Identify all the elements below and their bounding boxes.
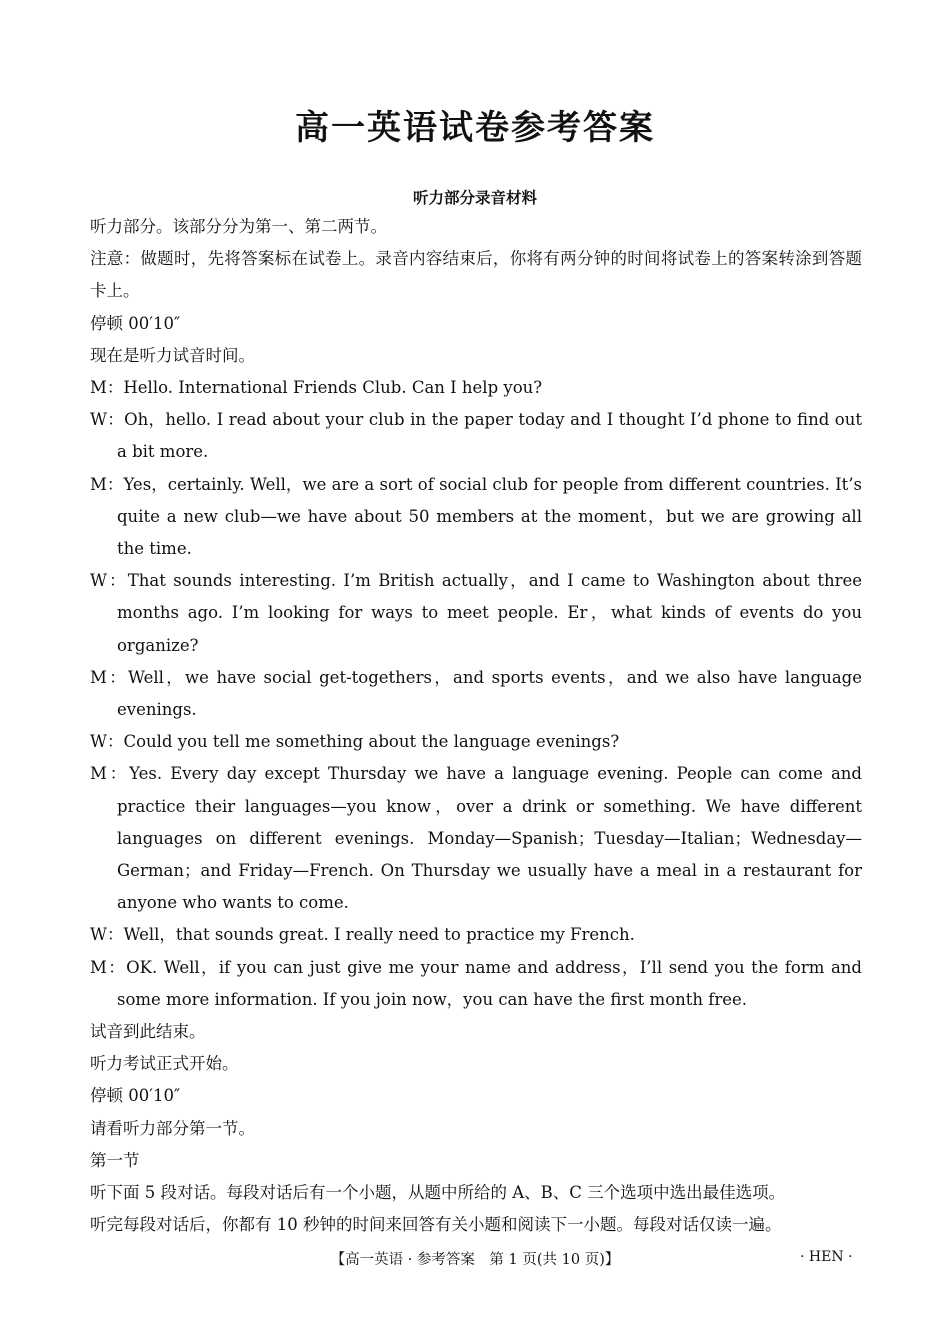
dialogue-line: M：Well，we have social get-togethers，and sports events，and we also have language evenings.	[90, 667, 862, 720]
paragraph-trial-end: 试音到此结束。	[90, 1022, 206, 1042]
dialogue-line: M：Yes. Every day except Thursday we have a language evening. People can come and practice their languages—you know，over a drink or something. We have different languages on different evenings. Monday—Spanish；Tuesday—Italian；Wednesday—German；and Friday—French. On Thursday we usually have a meal in a restaurant for anyone who wants to come.	[90, 764, 862, 913]
paragraph-trial-start: 现在是听力试音时间。	[90, 345, 255, 365]
section-heading: 第一节	[90, 1150, 140, 1170]
paragraph-section-prompt: 请看听力部分第一节。	[90, 1118, 255, 1138]
dialogue-line: W：Oh，hello. I read about your club in the paper today and I thought I’d phone to find out a bit more.	[90, 410, 862, 462]
paragraph-intro: 听力部分。该部分分为第一、第二两节。	[90, 217, 387, 236]
paragraph-exam-start: 听力考试正式开始。	[90, 1054, 239, 1074]
transcript-body	[90, 211, 862, 1242]
paragraph-instructions: 听完每段对话后，你都有 10 秒钟的时间来回答有关小题和阅读下一小题。每段对话仅读一遍。	[90, 1215, 782, 1235]
dialogue-line: W：Well，that sounds great. I really need to practice my French.	[90, 925, 635, 945]
paragraph-instructions: 听下面 5 段对话。每段对话后有一个小题，从题中所给的 A、B、C 三个选项中选出最佳选项。	[90, 1183, 786, 1203]
dialogue-line: M：OK. Well，if you can just give me your name and address，I’ll send you the form and some more information. If you join now，you can have the first month free.	[90, 957, 862, 1009]
footer-code: · HEN ·	[800, 1249, 853, 1265]
dialogue-line: M：Yes，certainly. Well，we are a sort of social club for people from different countries. It’s quite a new club—we have about 50 members at the moment，but we are growing all the time.	[90, 474, 862, 559]
paragraph-pause: 停顿 00′10″	[90, 313, 181, 333]
page-title: 高一英语试卷参考答案	[295, 108, 655, 148]
paragraph-notice: 注意：做题时，先将答案标在试卷上。录音内容结束后，你将有两分钟的时间将试卷上的答案转涂到答题卡上。	[90, 249, 862, 301]
dialogue-line: M：Hello. International Friends Club. Can I help you?	[90, 378, 543, 398]
dialogue-line: W：Could you tell me something about the language evenings?	[90, 732, 620, 752]
dialogue-line: W：That sounds interesting. I’m British actually，and I came to Washington about three months ago. I’m looking for ways to meet people. Er，what kinds of events do you organize?	[90, 571, 862, 655]
paragraph-pause: 停顿 00′10″	[90, 1086, 181, 1106]
section-subtitle: 听力部分录音材料	[412, 189, 537, 207]
page-footer: 【高一英语 · 参考答案 第 1 页(共 10 页)】	[330, 1252, 620, 1268]
